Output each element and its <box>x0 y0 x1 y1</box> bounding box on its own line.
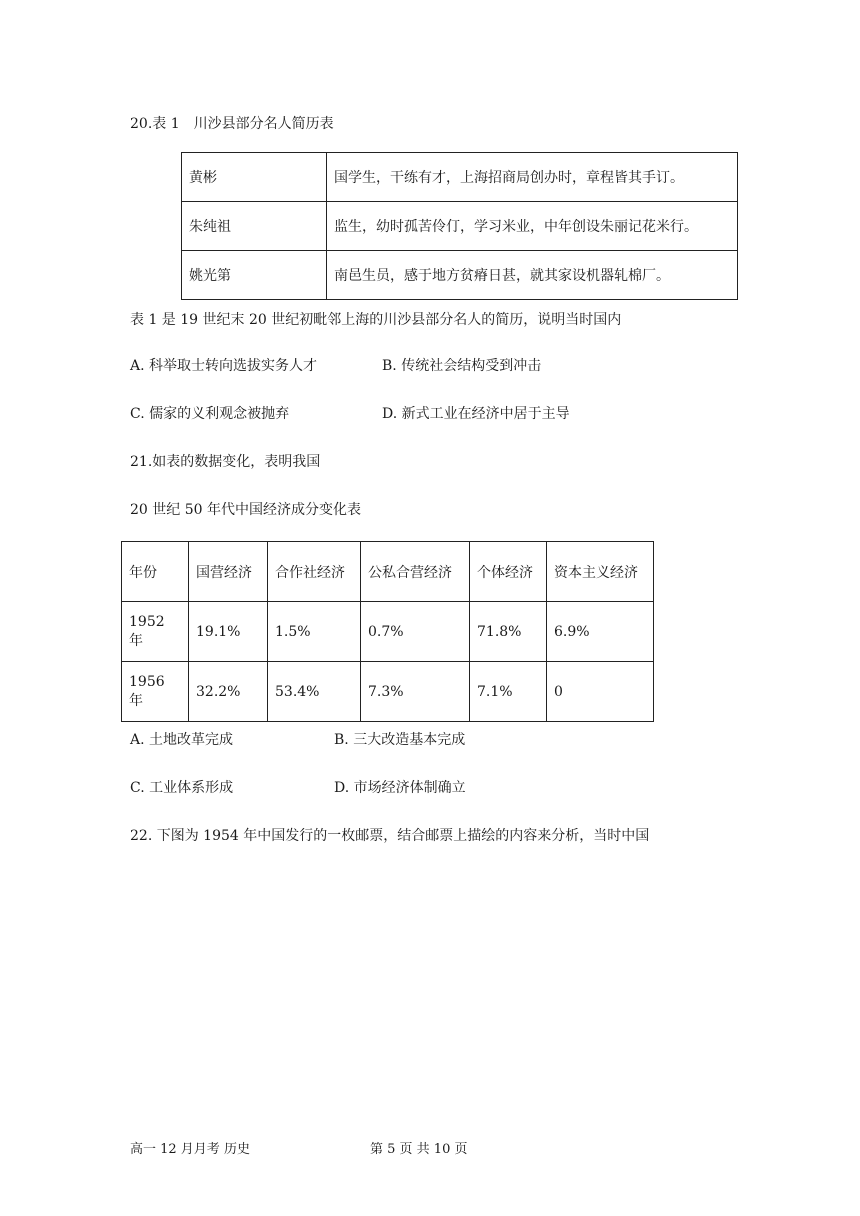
table-cell: 1956 年 <box>122 662 189 722</box>
q20-option-b: B. 传统社会结构受到冲击 <box>382 358 542 374</box>
header-cell: 资本主义经济 <box>547 542 654 602</box>
bio-cell: 国学生，干练有才，上海招商局创办时，章程皆其手订。 <box>327 153 738 202</box>
table-cell: 1.5% <box>268 602 361 662</box>
table-row <box>182 251 738 300</box>
q21-table <box>121 541 654 722</box>
table-cell: 53.4% <box>268 662 361 722</box>
q20-option-a: A. 科举取士转向选拔实务人才 <box>130 358 318 374</box>
q22-stem: 22. 下图为 1954 年中国发行的一枚邮票，结合邮票上描绘的内容来分析，当时中国 <box>130 828 650 844</box>
footer-course: 高一 12 月月考 历史 <box>130 1142 250 1157</box>
q20-option-c: C. 儒家的义利观念被抛弃 <box>130 406 290 422</box>
footer-page-number: 第 5 页 共 10 页 <box>370 1142 468 1157</box>
name-cell: 姚光第 <box>182 251 327 300</box>
table-cell: 32.2% <box>189 662 268 722</box>
q21-option-b: B. 三大改造基本完成 <box>334 732 466 748</box>
q21-option-c: C. 工业体系形成 <box>130 780 234 796</box>
table-row <box>122 602 654 662</box>
table-cell: 6.9% <box>547 602 654 662</box>
header-cell: 年份 <box>122 542 189 602</box>
table-cell: 0 <box>547 662 654 722</box>
bio-cell: 南邑生员，感于地方贫瘠日甚，就其家设机器轧棉厂。 <box>327 251 738 300</box>
q20-table <box>181 152 738 300</box>
table-cell: 71.8% <box>470 602 547 662</box>
table-cell: 7.3% <box>361 662 470 722</box>
q21-option-d: D. 市场经济体制确立 <box>334 780 466 796</box>
q21-stem: 21.如表的数据变化，表明我国 <box>130 454 321 470</box>
table-cell: 19.1% <box>189 602 268 662</box>
q20-stem: 表 1 是 19 世纪末 20 世纪初毗邻上海的川沙县部分名人的简历，说明当时国内 <box>130 312 622 328</box>
q21-table-title: 20 世纪 50 年代中国经济成分变化表 <box>130 502 361 518</box>
bio-cell: 监生，幼时孤苦伶仃，学习米业，中年创设朱丽记花米行。 <box>327 202 738 251</box>
q20-option-d: D. 新式工业在经济中居于主导 <box>382 406 570 422</box>
q21-option-a: A. 土地改革完成 <box>130 732 234 748</box>
name-cell: 黄彬 <box>182 153 327 202</box>
q20-title: 20.表 1 川沙县部分名人简历表 <box>130 116 334 132</box>
table-header-row <box>122 542 654 602</box>
table-row <box>122 662 654 722</box>
name-cell: 朱纯祖 <box>182 202 327 251</box>
header-cell: 合作社经济 <box>268 542 361 602</box>
header-cell: 国营经济 <box>189 542 268 602</box>
table-cell: 0.7% <box>361 602 470 662</box>
table-cell: 1952 年 <box>122 602 189 662</box>
header-cell: 个体经济 <box>470 542 547 602</box>
header-cell: 公私合营经济 <box>361 542 470 602</box>
table-cell: 7.1% <box>470 662 547 722</box>
table-row <box>182 202 738 251</box>
table-row <box>182 153 738 202</box>
